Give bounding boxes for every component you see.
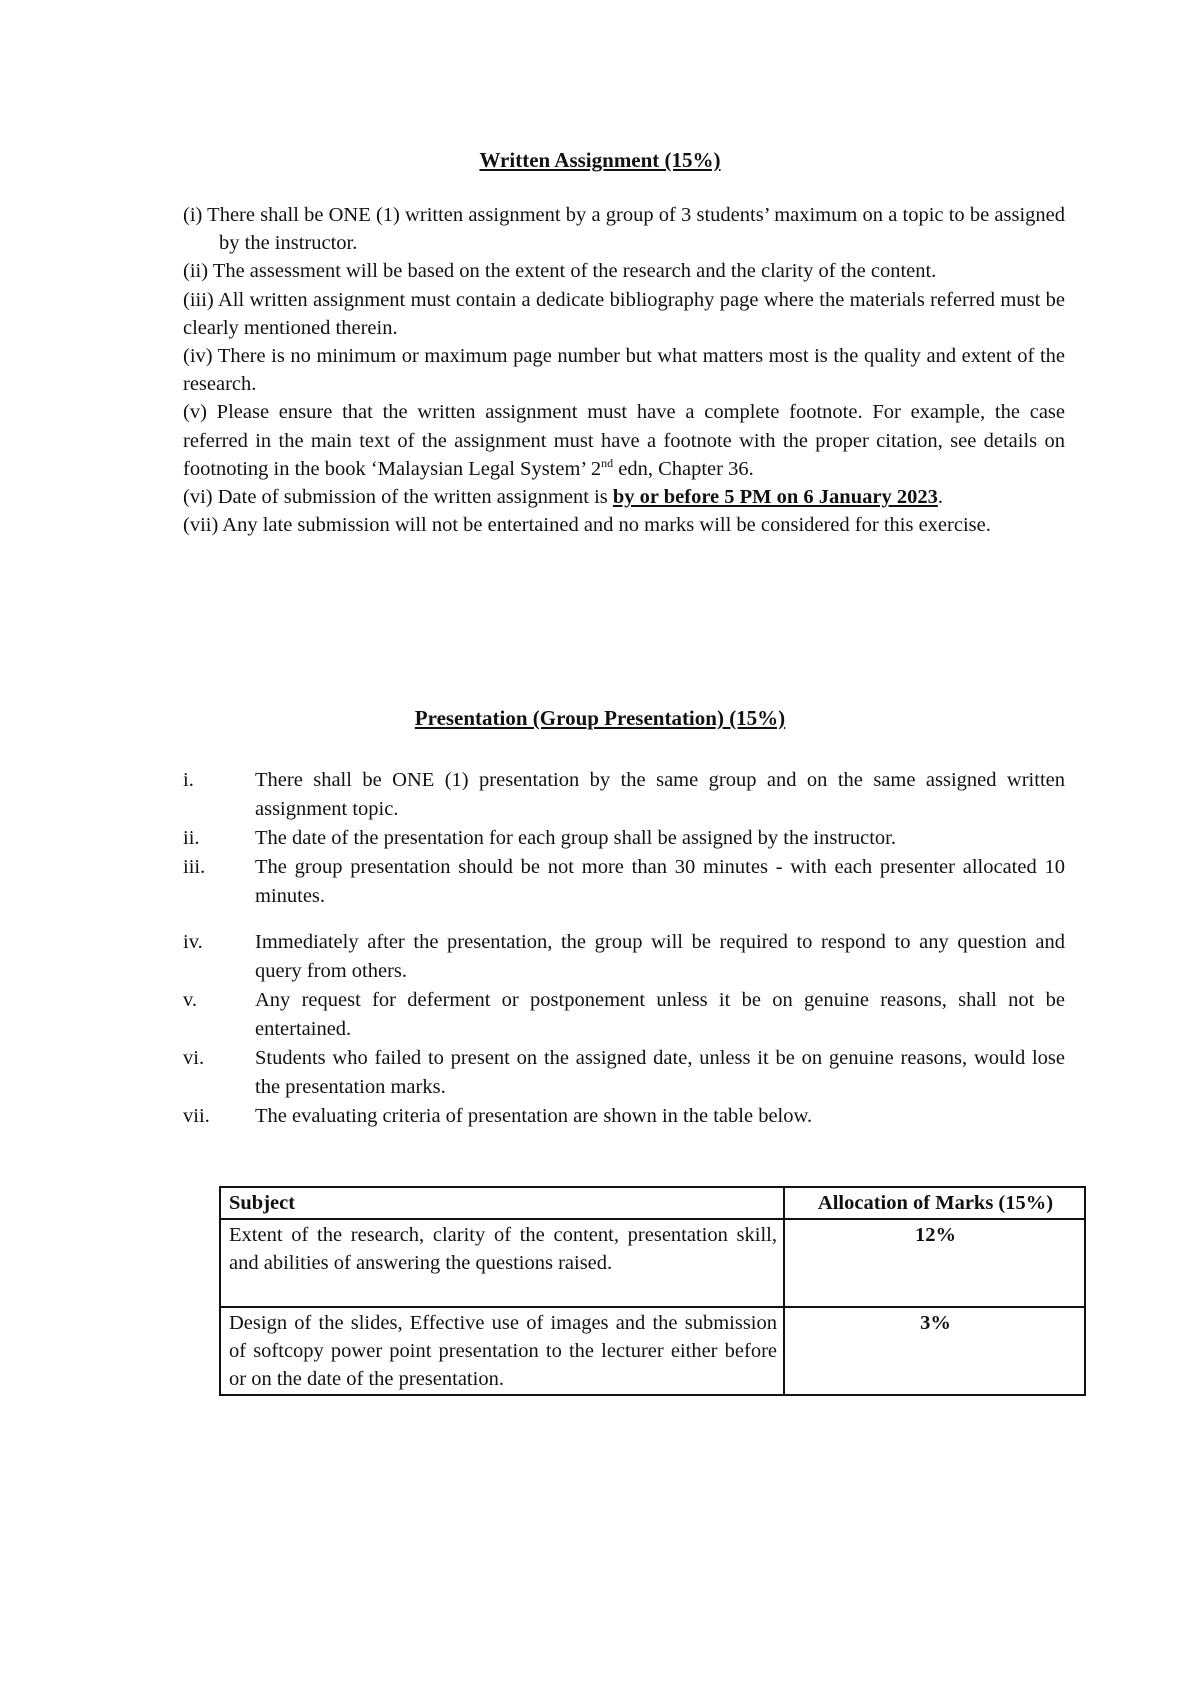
presentation-item-6 bbox=[183, 1044, 1065, 1102]
written-item-4: (iv) There is no minimum or maximum page number but what matters most is the quality and extent of the research. bbox=[183, 345, 1065, 396]
item-text: There shall be ONE (1) presentation by the same group and on the same assigned written assignment topic. bbox=[255, 769, 1065, 820]
item-number: iii. bbox=[183, 856, 206, 878]
item-number: iv. bbox=[183, 931, 203, 953]
presentation-item-3 bbox=[183, 853, 1065, 911]
presentation-item-5 bbox=[183, 986, 1065, 1044]
item-number: i. bbox=[183, 769, 194, 791]
written-assignment-heading: Written Assignment (15%) bbox=[479, 148, 721, 172]
table-row bbox=[220, 1219, 1085, 1307]
item-text: The evaluating criteria of presentation are shown in the table below. bbox=[255, 1105, 813, 1127]
marks-allocation-table bbox=[219, 1186, 1086, 1396]
item-text: The date of the presentation for each group shall be assigned by the instructor. bbox=[255, 827, 896, 849]
subject-column-header: Subject bbox=[220, 1187, 784, 1219]
item-number: vi. bbox=[183, 1047, 205, 1069]
presentation-heading: Presentation (Group Presentation) (15%) bbox=[414, 706, 786, 730]
table-row bbox=[220, 1307, 1085, 1395]
presentation-list bbox=[183, 766, 1065, 1131]
written-item-7: (vii) Any late submission will not be entertained and no marks will be considered for this exercise. bbox=[183, 514, 991, 537]
item-text: The group presentation should be not more than 30 minutes - with each presenter allocated 10 minutes. bbox=[255, 856, 1065, 907]
item-text: Students who failed to present on the assigned date, unless it be on genuine reasons, would lose the presentation marks. bbox=[255, 1047, 1065, 1098]
table-header-row bbox=[220, 1187, 1085, 1219]
written-item-3: (iii) All written assignment must contain a dedicate bibliography page where the materials referred must be clearly mentioned therein. bbox=[183, 288, 1065, 339]
subject-cell: Extent of the research, clarity of the content, presentation skill, and abilities of answering the questions raised. bbox=[220, 1219, 784, 1307]
written-assignment-list bbox=[183, 201, 1065, 539]
marks-cell: 12% bbox=[784, 1219, 1085, 1307]
written-item-2: (ii) The assessment will be based on the extent of the research and the clarity of the content. bbox=[183, 260, 937, 283]
superscript-nd: nd bbox=[601, 455, 614, 470]
marks-column-header: Allocation of Marks (15%) bbox=[784, 1187, 1085, 1219]
item-text: Any request for deferment or postponement unless it be on genuine reasons, shall not be entertained. bbox=[255, 989, 1065, 1040]
written-item-6: (vi) Date of submission of the written assignment is by or before 5 PM on 6 January 2023. bbox=[183, 486, 943, 509]
subject-cell: Design of the slides, Effective use of images and the submission of softcopy power point presentation to the lecturer either before or on the date of the presentation. bbox=[220, 1307, 784, 1395]
marks-cell: 3% bbox=[784, 1307, 1085, 1395]
item-number: vii. bbox=[183, 1105, 210, 1127]
item-text: Immediately after the presentation, the group will be required to respond to any question and query from others. bbox=[255, 931, 1065, 982]
item-number: v. bbox=[183, 989, 198, 1011]
submission-deadline: by or before 5 PM on 6 January 2023 bbox=[612, 486, 938, 509]
presentation-item-2 bbox=[183, 824, 1065, 853]
presentation-item-7 bbox=[183, 1102, 1065, 1131]
written-item-5: (v) Please ensure that the written assignment must have a complete footnote. For example, the case referred in the main text of the assignment must have a footnote with the proper citation, see details on footnoting in the book ‘Malaysian Legal System’ 2nd edn, Chapter 36. bbox=[183, 401, 1065, 480]
presentation-item-4 bbox=[183, 928, 1065, 986]
presentation-item-1 bbox=[183, 766, 1065, 824]
written-item-1: (i) There shall be ONE (1) written assignment by a group of 3 students’ maximum on a topic to be assigned by the instructor. bbox=[183, 204, 1065, 255]
item-number: ii. bbox=[183, 827, 200, 849]
